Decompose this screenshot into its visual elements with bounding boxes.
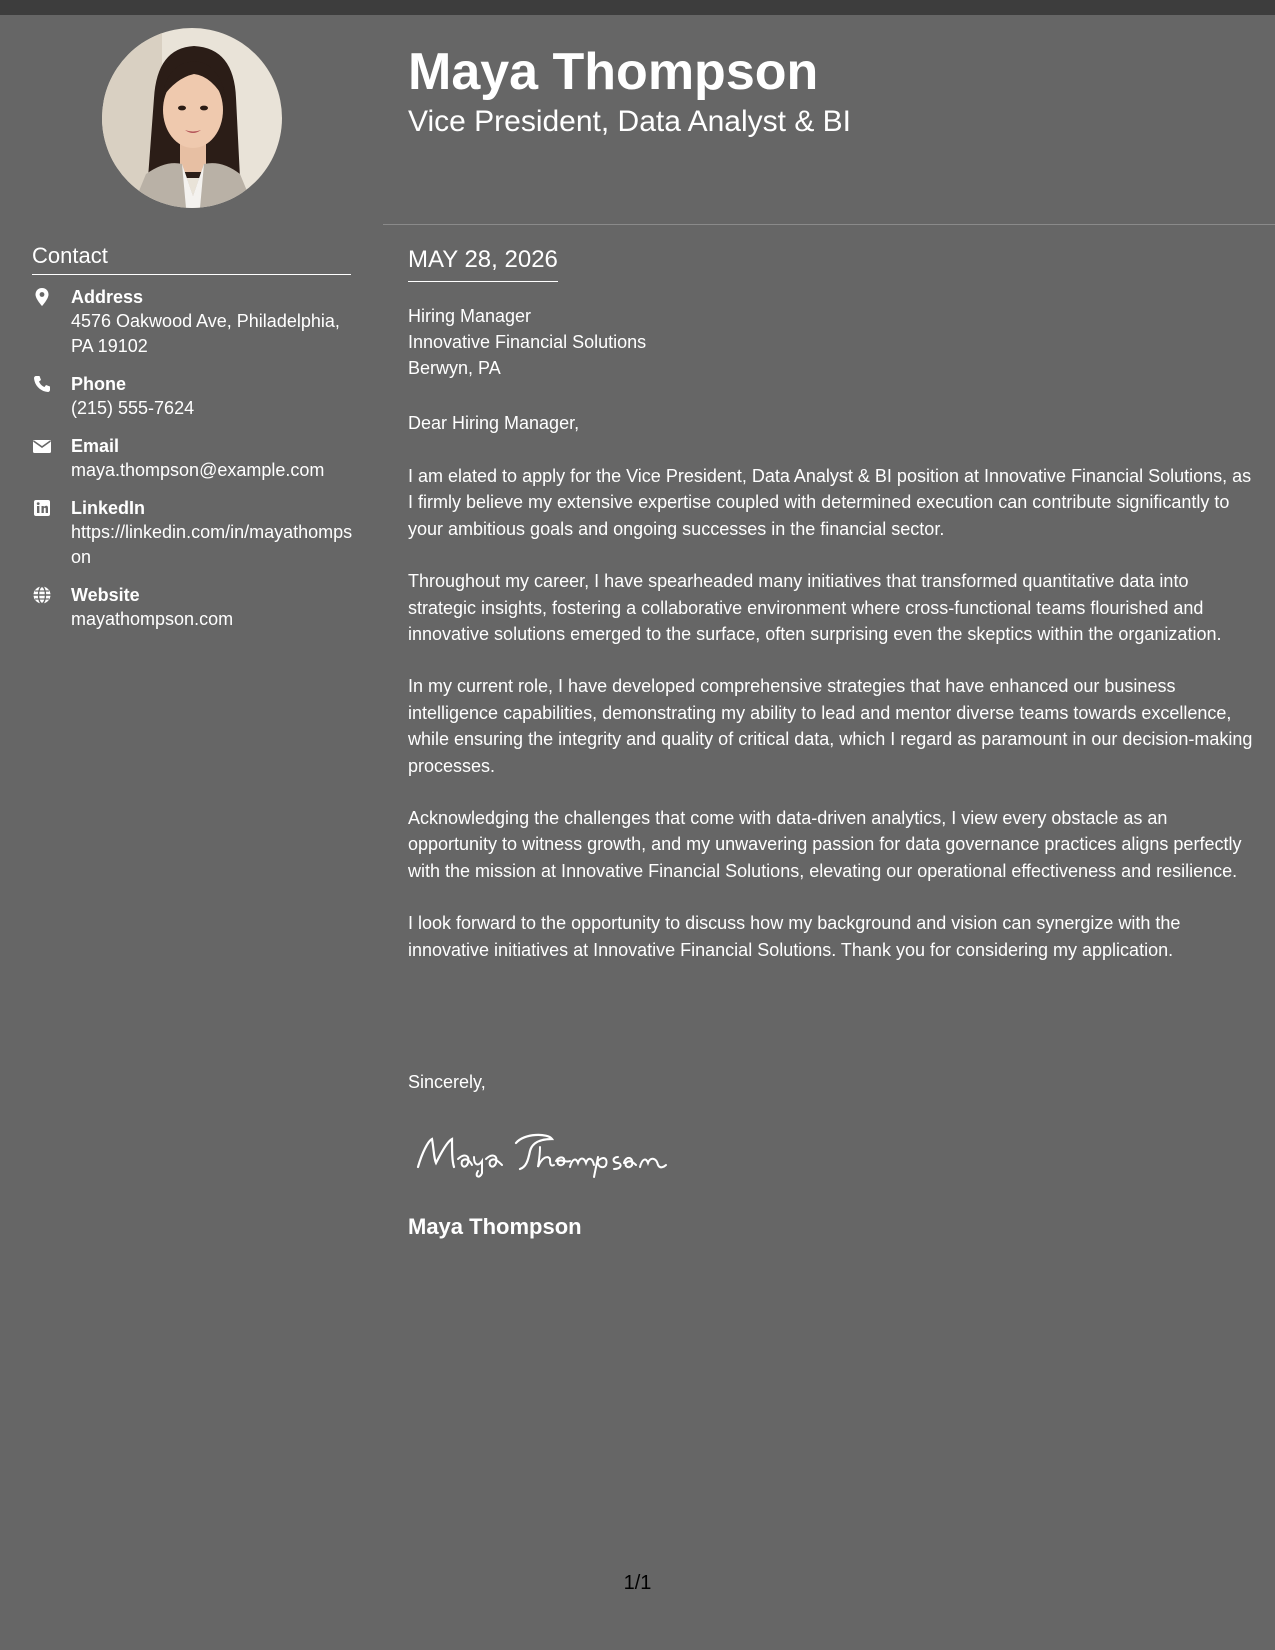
email-link[interactable]: maya.thompson@example.com [71, 460, 325, 480]
body-paragraph: Acknowledging the challenges that come with data-driven analytics, I view every obstacle as an opportunity to witness growth, and my unwavering passion for data governance practices aligns perfectly with the mission at Innovative Financial Solutions, elevating our operational effectiveness and resilience. [408, 808, 1242, 881]
address-label: Address [71, 287, 144, 307]
recipient-block [408, 303, 1248, 381]
body-paragraph: I look forward to the opportunity to discuss how my background and vision can synergize with the innovative initiatives at Innovative Financial Solutions. Thank you for considering my application. [408, 913, 1181, 960]
contact-list [32, 285, 362, 645]
contact-item-website [32, 583, 362, 632]
contact-item-email [32, 434, 362, 483]
letter-body [408, 463, 1253, 989]
phone-label: Phone [71, 374, 127, 394]
closing: Sincerely, [408, 1072, 486, 1092]
linkedin-icon [32, 498, 52, 518]
website-link[interactable]: mayathompson.com [71, 609, 234, 629]
recipient-location: Berwyn, PA [408, 358, 501, 378]
contact-item-address [32, 285, 362, 359]
handwritten-signature [408, 1123, 678, 1183]
phone-value: (215) 555-7624 [71, 398, 195, 418]
recipient-company: Innovative Financial Solutions [408, 332, 647, 352]
email-label: Email [71, 436, 120, 456]
body-paragraph: I am elated to apply for the Vice President, Data Analyst & BI position at Innovative Financial Solutions, as I firmly believe my extensive expertise coupled with determined execution can contribute significantly to your ambitious goals and ongoing successes in the financial sector. [408, 466, 1252, 539]
profile-photo-illustration [102, 28, 282, 208]
salutation: Dear Hiring Manager, [408, 413, 580, 433]
signer-name: Maya Thompson [408, 1214, 582, 1239]
profile-photo [102, 28, 282, 208]
sidebar [0, 15, 383, 1650]
page-number: 1/1 [623, 1572, 652, 1594]
body-paragraph: Throughout my career, I have spearheaded many initiatives that transformed quantitative data into strategic insights, fostering a collaborative environment where cross-functional teams flourished and innovative solutions emerged to the surface, often surprising even the skeptics within the organization. [408, 571, 1222, 645]
recipient-role: Hiring Manager [408, 306, 532, 326]
globe-icon [32, 585, 52, 605]
body-paragraph: In my current role, I have developed comprehensive strategies that have enhanced our business intelligence capabilities, demonstrating my ability to lead and mentor diverse teams towards excellence, while ensuring the integrity and quality of critical data, which I regard as paramount in our decision-making processes. [408, 676, 1253, 776]
website-label: Website [71, 585, 140, 605]
contact-item-linkedin [32, 496, 362, 570]
map-pin-icon [32, 287, 52, 307]
contact-item-phone [32, 372, 362, 421]
linkedin-label: LinkedIn [71, 498, 146, 518]
address-value: 4576 Oakwood Ave, Philadelphia, PA 19102 [71, 311, 340, 356]
header-divider [383, 224, 1275, 225]
phone-icon [32, 374, 52, 394]
candidate-title: Vice President, Data Analyst & BI [408, 105, 852, 138]
letter-date: MAY 28, 2026 [408, 244, 558, 282]
envelope-icon [32, 436, 52, 456]
top-strip [0, 0, 1275, 15]
contact-heading: Contact [32, 242, 351, 275]
linkedin-link[interactable]: https://linkedin.com/in/mayathompson [71, 522, 353, 567]
candidate-name: Maya Thompson [408, 43, 819, 101]
